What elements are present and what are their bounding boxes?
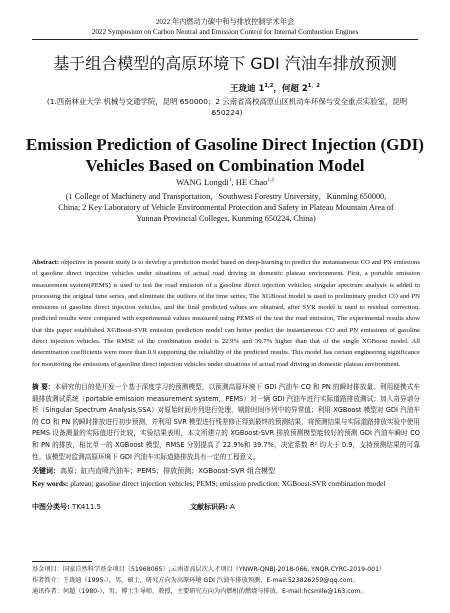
running-header-cn: 2022 年内燃动力碳中和与排放控制学术年会 [155, 18, 295, 26]
chinese-keywords-label: 关键词： [32, 467, 60, 475]
header-rule [32, 39, 418, 40]
chinese-affiliation: (1.西南林业大学 机械与交通学院，昆明 650000；2 云南省高校高原山区机动车环保与安全重点实验室，昆明 650224) [46, 97, 408, 117]
english-affiliation: (1 College of Machinery and Transportation，Southwest Forestry University，Kunming 650000, China; 2 Key Laboratory of Vehicle Environmental Protection and Safety in Plateau Mountain Area of Yunnan Provincial Colleges, Kunming 650224, China) [58, 192, 394, 223]
chinese-author-2: 何超 2 [281, 84, 308, 94]
english-title: Emission Prediction of Gasoline Direct Injection (GDI) Vehicles Based on Combination Model [26, 135, 424, 175]
chinese-abstract [32, 382, 420, 463]
english-author-2: , HE Chao [231, 177, 268, 187]
chinese-author-1-affiliation: 1,2 [264, 83, 274, 90]
footnote-fund: 基金项目：国家自然科学基金项目（51968065）;云南省高层次人才项目（YNWR-QNBJ-2018-066, YNQR-CYRC-2019-001） [32, 566, 386, 573]
document-code-label: 文献标识码: [190, 503, 228, 511]
abstract-label: Abstract: [32, 259, 60, 266]
classification-number [32, 503, 101, 512]
footnote-author-intro: 作者简介：王珑迪（1995-），男，硕士，研究方向为高原环境 GDI 汽油车排放预测，E-mail:523826259@qq.com。 [32, 577, 359, 584]
chinese-author-2-affiliation: 1，2 [307, 83, 320, 90]
english-keywords [32, 478, 420, 489]
chinese-abstract-label: 摘 要： [32, 383, 55, 391]
english-keywords-text: plateau; gasoline direct injection vehicles; PEMS; emission prediction; XGBoost-SVR combination model [70, 479, 386, 488]
document-code-value: A [230, 503, 235, 511]
english-author-2-affiliation: 1,2 [267, 177, 274, 184]
classification-label: 中图分类号: [32, 503, 70, 511]
chinese-keywords [32, 466, 420, 477]
english-authors [0, 177, 450, 187]
chinese-abstract-text: 本研究的目的是开发一个基于深度学习的预测模型，以预测高原环境下 GDI 汽油车 CO 和 PN 的瞬时排放量。利用便携式车载排放测试系统（portable emission measurement system，PEMS）对一辆 GDI 汽油车进行实际道路排放测试；加入奇异谱分析（Singular Spectrum Analysis,SSA）对原始时间序列进行处理，剔除时间序列中的异常值；利用 XGBoost 模型对 GDI 汽油车的 CO 和 PN 的瞬时排放进行初步预测，并利用 SVR 模型进行残差修正得到最终的预测结果，将预测结果与实际道路排放实验中使用 PEMS 设备测量的实际值进行比较，实验结果表明，本文所建立的 XGBoost-SVR 排放预测模型能较好的预测 GDI 汽油车瞬时 CO 和 PN 的排放，相比单一的 XGBoost 模型，RMSE 分别提高了 22.9%和 39.7%，决定系数 R² 均大于 0.9，支持预测结果的可靠性。该模型对监测高原环境下 GDI 汽油车实际道路排放具有一定的工程意义。 [32, 383, 420, 461]
english-abstract [32, 257, 420, 370]
footnote-rule [32, 561, 92, 562]
english-author-1: WANG Longdi [176, 177, 229, 187]
footnote-corresponding-author: 通讯作者：何超（1980-），男，博士生导师，教授，主要研究方向为内燃机的燃烧与排放，E-mail:hcsmile@163.com。 [32, 588, 367, 595]
english-author-1-affiliation: 1 [228, 177, 232, 184]
document-code [190, 503, 235, 512]
english-keywords-label: Key words: [32, 479, 69, 488]
chinese-keywords-text: 高原；缸内直喷汽油车；PEMS；排放预测；XGBoost-SVR 组合模型 [60, 467, 275, 475]
abstract-text: objective in present study is to develop a prediction model based on deep-learning to predict the instantaneous CO and PN emissions of gasoline direct injection vehicles under situations of actual road driving in domestic plateau environment. First, a portable emission measurement system(PEMS) is used to test the road emission of a gasoline direct injection vehicles; singular spectrum analysis is added to processing the original time series, and eliminate the outliers of the time series; The XGBoost model is used to preliminary predict CO and PN emissions of gasoline direct injection vehicles, and the final predicted values are obtained, after SVR model is used to residual correction. predicted results were compared with experimental values measured using PEMS of the test the road emission, The experimental results show that this paper established XGBoost-SVR emission prediction model can better predict the instantaneous CO and PN emissions of gasoline direct injection vehicles. The RMSE of the combination model is 22.9% and 39.7% higher than that of the single XGBoost model. All determination coefficients were more than 0.9 supporting the reliability of the predicted results. This model has certain engineering significance for monitoring the emissions of gasoline direct injection vehicles under situations of actual road driving in domestic plateau environment. [32, 259, 420, 368]
chinese-author-1: 王珑迪 1 [230, 84, 265, 94]
author-separator: ， [273, 84, 282, 94]
chinese-title: 基于组合模型的高原环境下 GDI 汽油车排放预测 [53, 54, 397, 73]
classification-value: TK411.5 [72, 503, 101, 511]
running-header-en: 2022 Symposium on Carbon Neutral and Emission Control for Internal Combustion Engines [91, 28, 359, 36]
chinese-authors [230, 84, 320, 94]
